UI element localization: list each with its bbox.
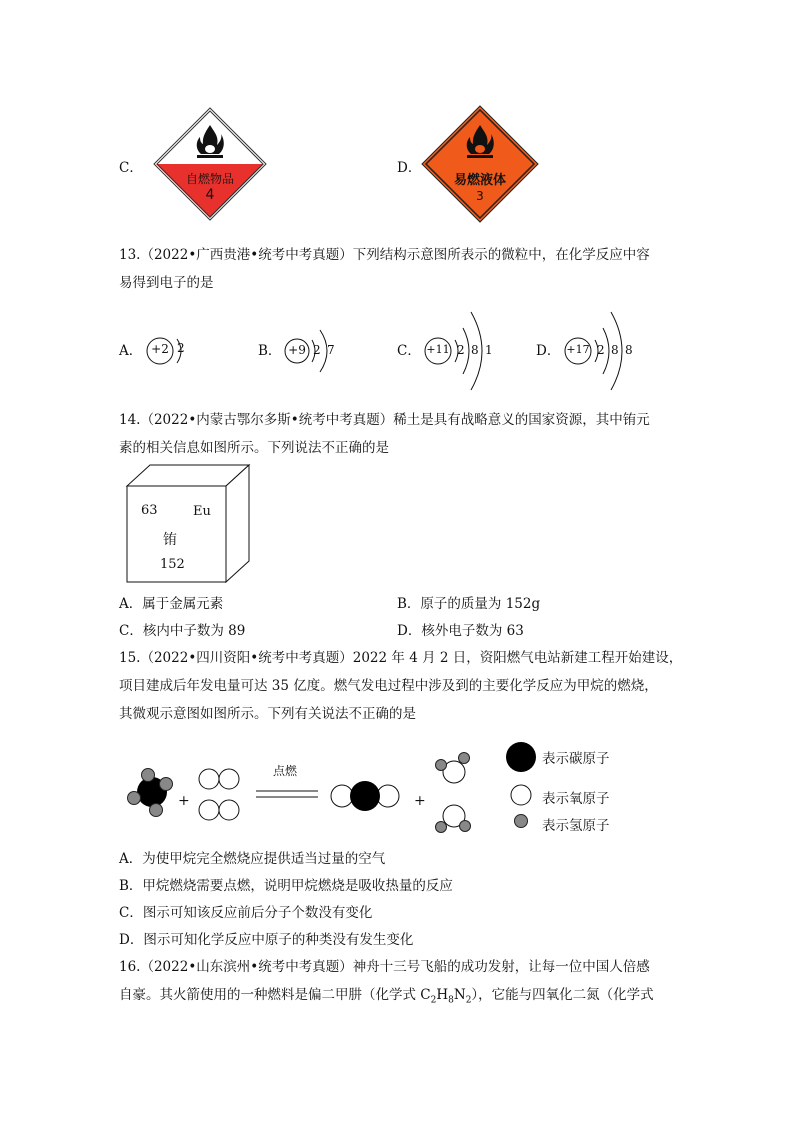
methane-molecule xyxy=(128,769,173,817)
flammable-liquid-hazard-sign xyxy=(421,105,539,223)
self-ignition-hazard-sign xyxy=(153,107,267,221)
q15-stem-line1: 15.（2022•四川资阳•统考中考真题）2022 年 4 月 2 日，资阳燃气电站新建工程开始建设， xyxy=(119,650,683,666)
q13-stem-line2: 易得到电子的是 xyxy=(119,275,214,291)
shell-b-1: 2 xyxy=(313,343,321,357)
shell-b-2: 7 xyxy=(327,343,335,357)
methane-combustion-diagram xyxy=(118,728,638,840)
q13-option-a-label: A． xyxy=(119,343,143,359)
nucleus-charge-d: +17 xyxy=(566,343,590,356)
plus-sign-2: + xyxy=(414,793,426,809)
shell-c-1: 2 xyxy=(457,343,465,357)
shell-d-1: 2 xyxy=(597,343,605,357)
element-symbol: Eu xyxy=(193,504,211,519)
q13-option-d-label: D． xyxy=(536,343,561,359)
sign-c-text: 自燃物品 xyxy=(185,172,234,186)
oxygen-molecules xyxy=(199,769,239,820)
q13-option-b-label: B． xyxy=(258,343,282,359)
legend-oxygen-label: 表示氧原子 xyxy=(542,791,610,807)
nucleus-charge-b: +9 xyxy=(288,343,306,357)
nucleus-charge-c: +11 xyxy=(426,343,450,356)
q15-option-b: B．甲烷燃烧需要点燃，说明甲烷燃烧是吸收热量的反应 xyxy=(119,878,453,894)
nucleus-charge-a: +2 xyxy=(151,342,169,356)
atom-structure-c xyxy=(421,306,501,396)
carbon-dioxide-molecule xyxy=(331,781,399,811)
q15-option-c: C．图示可知该反应前后分子个数没有变化 xyxy=(119,905,373,921)
atom-structure-b xyxy=(282,318,348,384)
q16-stem-line1: 16.（2022•山东滨州•统考中考真题）神舟十三号飞船的成功发射，让每一位中国人倍感 xyxy=(119,959,650,975)
q14-option-c: C．核内中子数为 89 xyxy=(119,623,246,639)
sign-d-number: 3 xyxy=(476,189,484,203)
q15-option-a: A．为使甲烷完全燃烧应提供适当过量的空气 xyxy=(119,851,386,867)
shell-c-3: 1 xyxy=(485,343,493,357)
sign-c-number: 4 xyxy=(205,187,215,203)
option-d-label: D． xyxy=(397,160,422,176)
atomic-number: 63 xyxy=(141,503,158,518)
legend-carbon-symbol xyxy=(506,742,536,772)
reaction-condition: 点燃 xyxy=(273,764,298,778)
element-cell-europium xyxy=(125,463,253,585)
plus-sign-1: + xyxy=(178,793,190,809)
q15-option-d: D．图示可知化学反应中原子的种类没有发生变化 xyxy=(119,932,414,948)
legend-carbon-label: 表示碳原子 xyxy=(542,751,610,767)
q13-stem-line1: 13.（2022•广西贵港•统考中考真题）下列结构示意图所表示的微粒中，在化学反应中容 xyxy=(119,247,650,263)
q14-stem-line1: 14.（2022•内蒙古鄂尔多斯•统考中考真题）稀土是具有战略意义的国家资源，其中铕元 xyxy=(119,412,650,428)
atomic-mass: 152 xyxy=(160,557,185,572)
sign-d-text: 易燃液体 xyxy=(453,173,506,188)
q14-option-d: D．核外电子数为 63 xyxy=(397,623,524,639)
shell-d-2: 8 xyxy=(611,343,619,357)
element-name: 铕 xyxy=(163,532,177,548)
q14-option-b: B．原子的质量为 152g xyxy=(397,596,541,612)
shell-c-2: 8 xyxy=(471,343,479,357)
q14-option-a: A．属于金属元素 xyxy=(119,596,224,612)
atom-structure-d xyxy=(561,306,641,396)
legend-hydrogen-symbol xyxy=(515,815,528,828)
q13-option-c-label: C． xyxy=(397,343,421,359)
q14-stem-line2: 素的相关信息如图所示。下列说法不正确的是 xyxy=(119,440,389,456)
shell-a-1: 2 xyxy=(177,341,185,355)
q15-stem-line3: 其微观示意图如图所示。下列有关说法不正确的是 xyxy=(119,706,416,722)
legend-hydrogen-label: 表示氢原子 xyxy=(542,818,610,834)
water-molecules xyxy=(436,753,471,833)
option-c-label: C． xyxy=(119,160,143,176)
q16-stem-line2: 自豪。其火箭使用的一种燃料是偏二甲肼（化学式 $C_2H_8N_2$），它能与四氧化二氮（化学式 xyxy=(119,987,654,1006)
shell-d-3: 8 xyxy=(625,343,633,357)
legend-oxygen-symbol xyxy=(511,785,531,805)
q15-stem-line2: 项目建成后年发电量可达 35 亿度。燃气发电过程中涉及到的主要化学反应为甲烷的燃烧， xyxy=(119,678,658,694)
atom-structure-a xyxy=(143,328,193,374)
